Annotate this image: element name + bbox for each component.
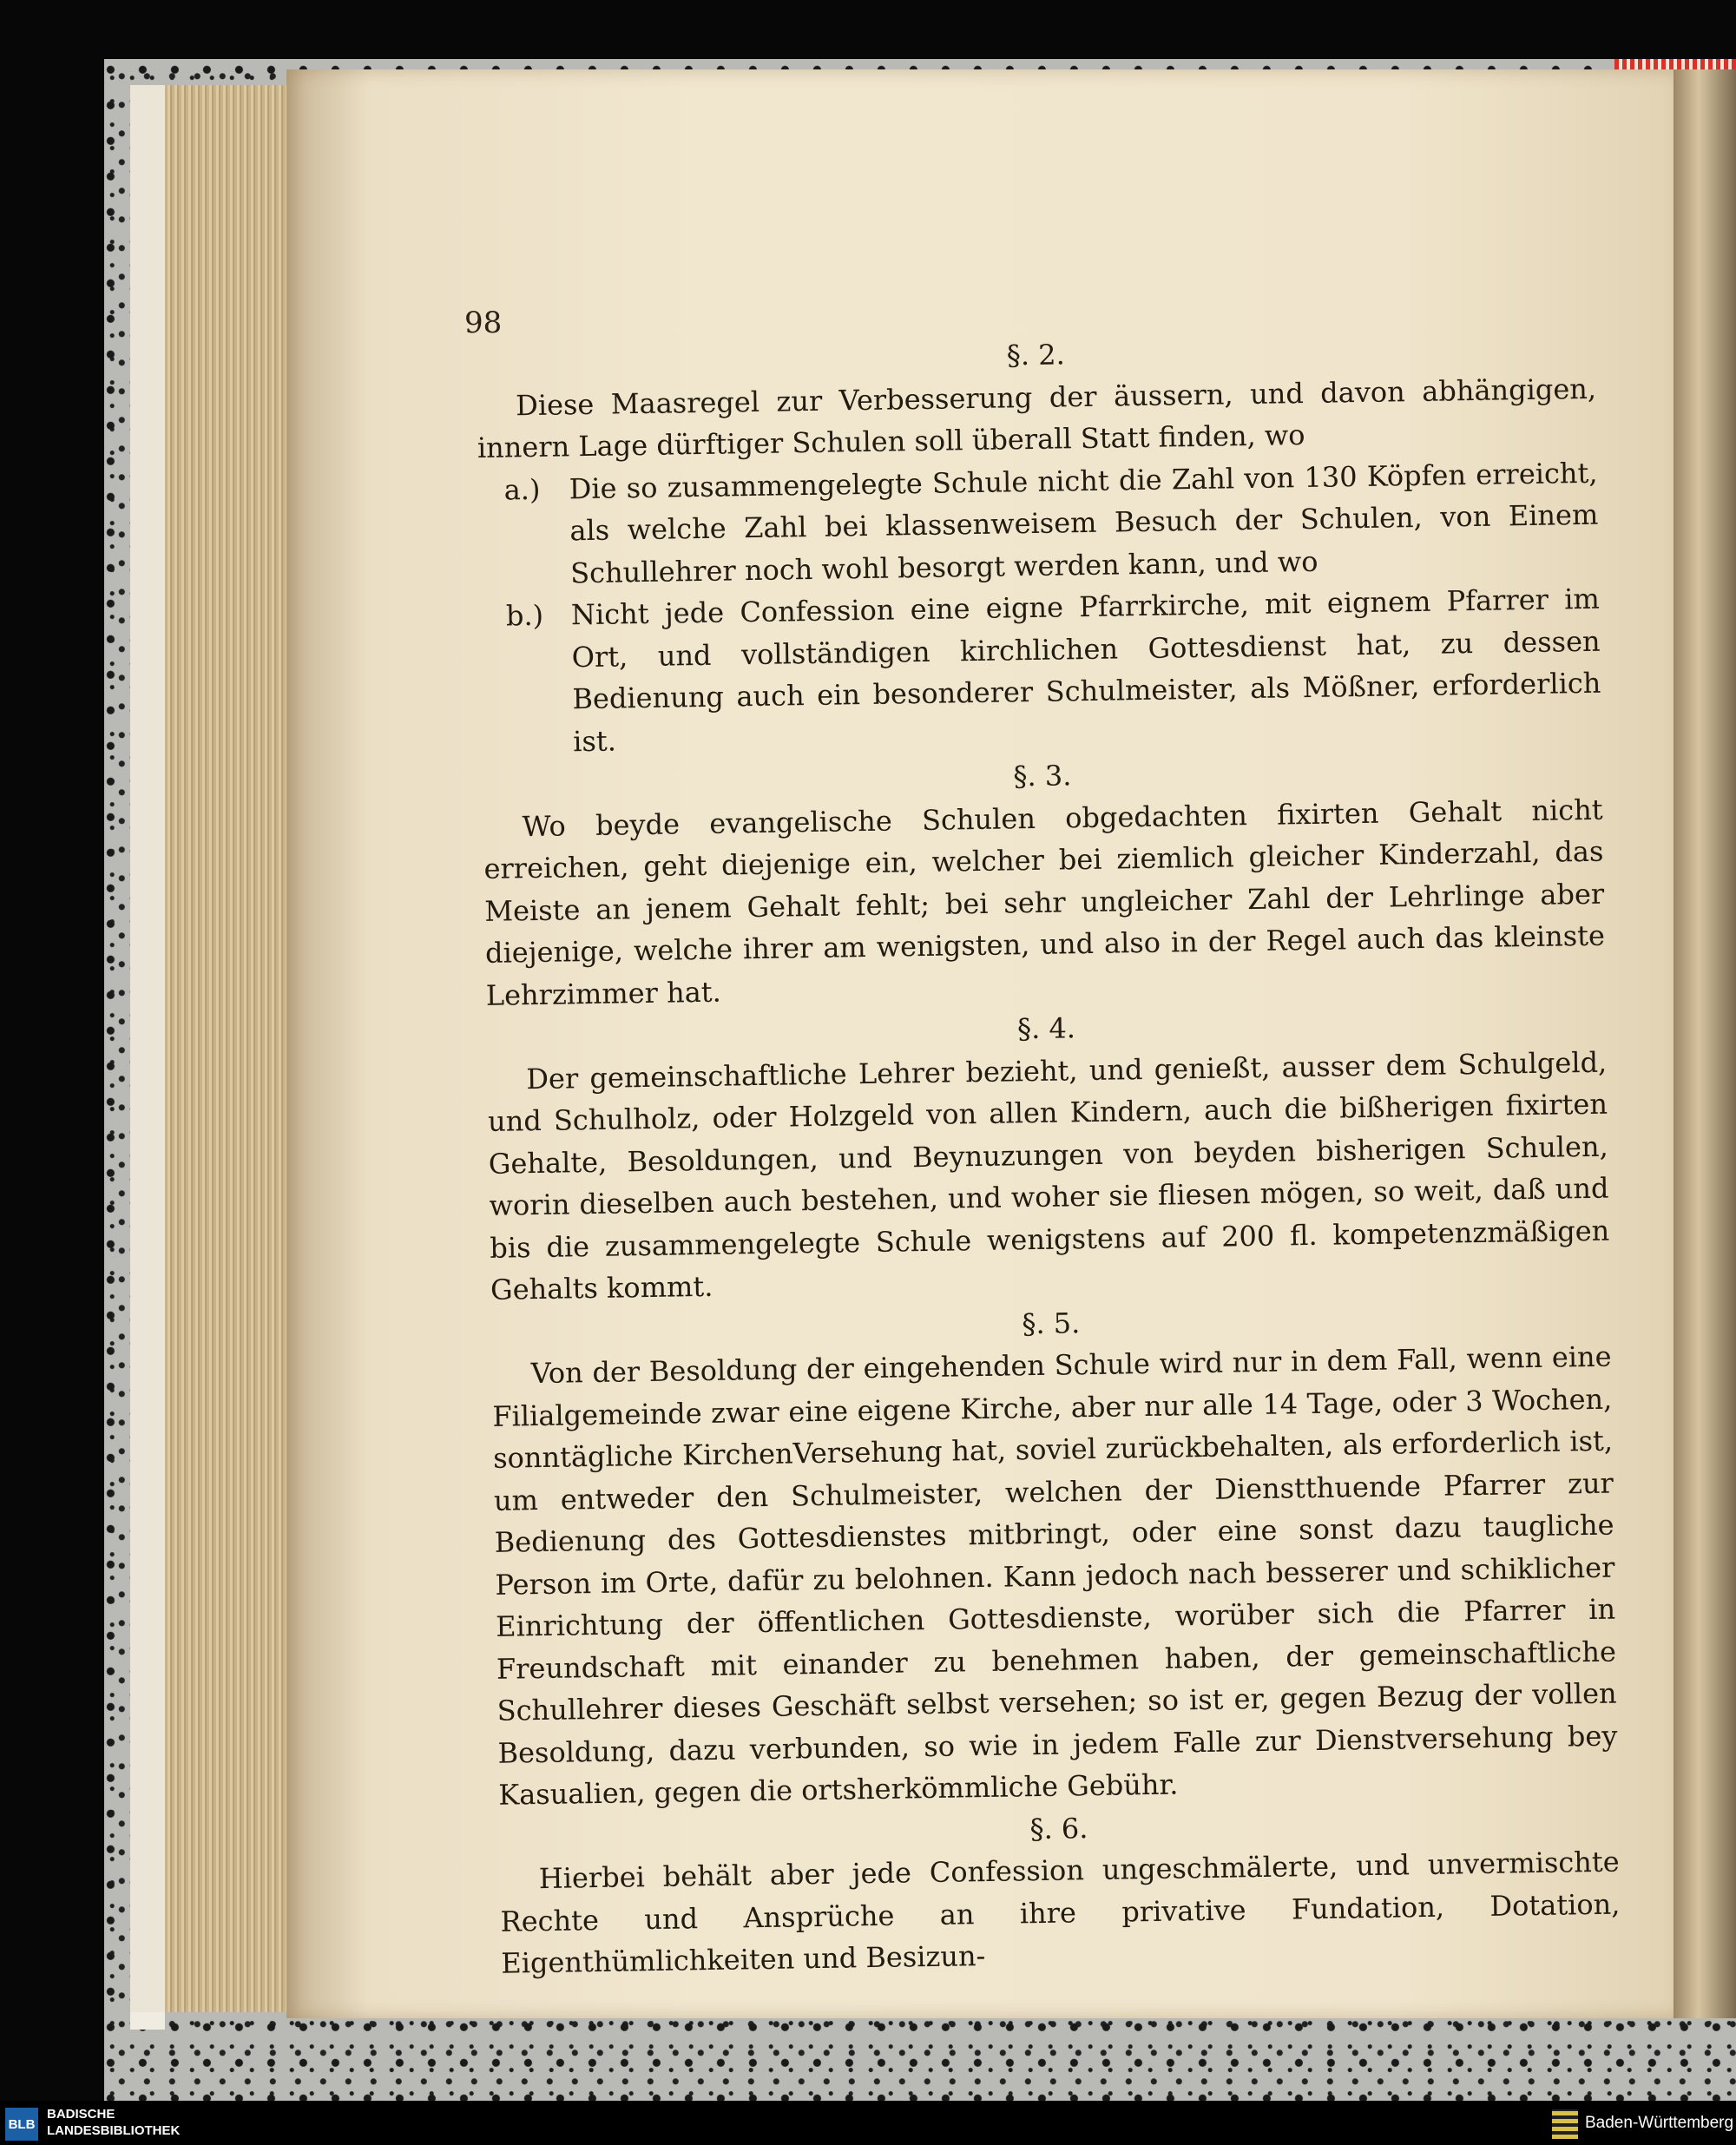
list-marker: a.) [503, 472, 541, 507]
list-item-text: Die so zusammengelegte Schule nicht die Zahl von 130 Köpfen erreicht, als welche Zahl bei klassenweisem Besuch der Schulen, von Einem Schullehrer noch wohl besorgt werden kann, und wo [569, 456, 1599, 589]
section-heading: §. 3. [1013, 759, 1072, 793]
paragraph: Hierbei behält aber jede Confession ungeschmälerte, und unvermischte Rechte und Ansprüche an ihre privative Fundation, Dotation, Eigenthümlichkeiten und Besizun- [500, 1845, 1621, 1980]
state-name: Baden-Württemberg [1585, 2114, 1734, 2132]
state-coat-of-arms-icon[interactable] [1552, 2109, 1578, 2139]
library-name-line1: BADISCHE [47, 2107, 115, 2122]
section-heading: §. 5. [1022, 1306, 1081, 1340]
paragraph: Der gemeinschaftliche Lehrer bezieht, und genießt, ausser dem Schulgeld, und Schulholz, oder Holzgeld von allen Kindern, auch die bißherigen fixirten Gehalte, Besoldungen, und Beynuzungen von beyden bisherigen Schulen, worin dieselben auch bestehen, und woher sie fliesen mögen, so weit, daß und bis die zusammengelegte Schule wenigstens auf 200 fl. kompetenzmäßigen Gehalts kommt. [487, 1045, 1610, 1306]
list-marker: b.) [505, 598, 544, 633]
paragraph: Wo beyde evangelische Schulen obgedachten fixirten Gehalt nicht erreichen, geht diejenige ein, welcher bei ziemlich gleicher Kinderzahl, das Meiste an jenem Gehalt fehlt; bei sehr ungleicher Zahl der Lehrlinge aber diejenige, welche ihrer am wenigsten, und also in der Regel auch das kleinste Lehrzimmer hat. [483, 793, 1606, 1012]
list-item [503, 451, 1599, 595]
paragraph: Von der Besoldung der eingehenden Schule wird nur in dem Fall, wenn eine Filialgemeinde zwar eine eigene Kirche, aber nur alle 14 Tage, oder 3 Wochen, sonntägliche KirchenVersehung hat, soviel zurückbehalten, als erforderlich ist, um entweder den Schulmeister, welchen der Dienstthuende Pfarrer zur Bedienung des Gottesdienstes mitbringt, oder eine sonst dazu taugliche Person im Orte, dafür zu belohnen. Kann jedoch nach besserer und schiklicher Einrichtung der öffentlichen Gottesdienste, worüber sich die Pfarrer in Freundschaft mit einander zu benehmen haben, der gemeinschaftliche Schullehrer dieses Geschäft selbst versehen; so ist er, gegen Bezug der vollen Besoldung, dazu verbunden, so wie in jedem Falle zur Dienstversehung bey Kasualien, gegen die ortsherkömmliche Gebühr. [492, 1339, 1618, 1812]
page-number: 98 [464, 306, 503, 340]
library-name-line2: LANDESBIBLIOTHEK [47, 2123, 181, 2138]
section-heading: §. 4. [1016, 1011, 1076, 1046]
list-item-text: Nicht jede Confession eine eigne Pfarrkirche, mit eignem Pfarrer im Ort, und vollständigen kirchlichen Gottesdienst hat, zu dessen Bedienung auch ein besonderer Schulmeister, als Mößner, erforderlich ist. [570, 582, 1601, 758]
page-text [476, 326, 1621, 1985]
library-name [47, 2106, 180, 2139]
footer-bar [0, 2101, 1736, 2145]
paragraph: Diese Maasregel zur Verbesserung der äussern, und davon abhängigen, innern Lage dürftiger Schulen soll überall Statt finden, wo [477, 372, 1597, 464]
list-item [506, 578, 1602, 764]
section-heading: §. 6. [1029, 1811, 1088, 1846]
section-heading: §. 2. [1006, 338, 1066, 372]
blb-logo-icon[interactable]: BLB [5, 2108, 38, 2141]
gutter-shadow [1674, 69, 1736, 2018]
